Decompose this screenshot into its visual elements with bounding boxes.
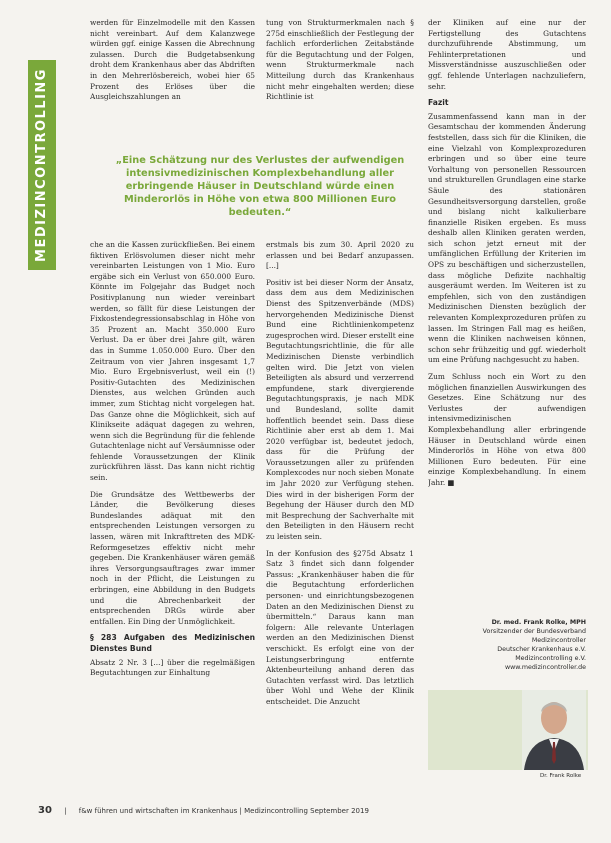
body-paragraph: der Kliniken auf eine nur der Fertigstellung des Gutachtens durchzuführende Abstimmung, um Fehlinterpretationen und Missverständnisse auszuschließen oder ggf. fehlende Unterlagen nachzuliefern, sehr. — [428, 18, 586, 91]
column-3 — [428, 18, 586, 610]
author-photo-panel — [428, 690, 588, 770]
author-role: Vorsitzender der Bundesverband Medizincontroller — [482, 628, 586, 644]
page-number: 30 — [38, 805, 52, 816]
body-paragraph: Zusammenfassend kann man in der Gesamtschau der kommenden Änderung feststellen, dass sich für die Kliniken, die eine Vielzahl von Komplexprozeduren erbringen und so über eine teure Vorhaltung von personellen Ressourcen und strukturellen Grundlagen eine starke Säule des stationären Gesundheitsversorgung darstellen, große und bislang nicht kalkulierbare finanzielle Risiken ergeben. Es muss deshalb allen Kliniken geraten werden, sich schon jetzt erneut mit der umfänglichen Erfüllung der Kriterien im OPS zu beschäftigen und sicherzustellen, dass mögliche Defizite nachhaltig ausgeräumt werden. Im Weiteren ist zu empfehlen, sich von den zuständigen Medizinischen Diensten bezüglich der relevanten Komplexprozeduren prüfen zu lassen. Im Stringen Fall mag es heißen, wenn die Kliniken nachweisen können, schon sehr frühzeitig und ggf. wiederholt um eine Prüfung nachgesucht zu haben. — [428, 111, 586, 365]
footer-separator: | — [64, 807, 67, 815]
column-1-top — [90, 18, 255, 144]
author-block — [428, 618, 586, 672]
column-1 — [90, 240, 255, 800]
footer-publication: f&w führen und wirtschaften im Krankenhaus | Medizincontrolling September 2019 — [78, 807, 369, 815]
body-paragraph: erstmals bis zum 30. April 2020 zu erlassen und bei Bedarf anzupassen. [...] — [266, 240, 414, 271]
page-footer — [38, 805, 369, 816]
body-paragraph: Zum Schluss noch ein Wort zu den möglichen finanziellen Auswirkungen des Gesetzes. Eine Schätzung nur des Verlustes der aufwendigen intensivmedizinischen Komplexbehandlung aller erbringende Häuser in Deutschland würde einen Minderorlös in Höhe von etwa 800 Millionen Euro bedeuten. Für eine einzige Komplexbehandlung. In einem Jahr. ■ — [428, 372, 586, 487]
section-label: MEDIZINCONTROLLING — [34, 68, 49, 262]
body-paragraph: In der Konfusion des §275d Absatz 1 Satz 3 findet sich dann folgender Passus: „Krankenhäuser haben die für die Begutachtung erforderlichen personen- und einrichtungsbezogenen Daten an den Medizinischen Dienst zu übermitteln.“ Daraus kann man folgern: Alle relevante Unterlagen werden an den Medizinischen Dienst verschickt. Es erfolgt eine von der Leistungserbringung entfernte Aktenbeurteilung anhand deren das Gutachten verfasst wird. Das letztlich über Wohl und Wehe der Klinik entscheidet. Die Anzucht — [266, 548, 414, 706]
column-2-top — [266, 18, 414, 144]
body-paragraph: tung von Strukturmerkmalen nach § 275d einschließlich der Festlegung der fachlich erforderlichen Zeitabstände für die Begutachtung und der Folgen, wenn Strukturmerkmale nach Mitteilung durch das Krankenhaus nicht mehr eingehalten werden; diese Richtlinie ist — [266, 18, 414, 102]
section-heading: § 283 Aufgaben des Medizinischen Dienstes Bund — [90, 633, 255, 653]
body-paragraph: Positiv ist bei dieser Norm der Ansatz, dass dem aus dem Medizinischen Dienst des Spitzenverbände (MDS) hervorgehenden Medizinische Dienst Bund eine Richtlinienkompetenz zugesprochen wird. Dieser erstellt eine Begutachtungsrichtlinie, die für alle Medizinischen Dienste verbindlich gelten wird. Die Jetzt von vielen Beteiligten als absurd und verzerrend empfundene, stark divergierende Begutachtungspraxis, je nach MDK und Bundesland, sollte damit hoffentlich beendet sein. Dass diese Richtlinie aber erst ab dem 1. Mai 2020 verfügbar ist, bedeutet jedoch, dass für die Prüfung der Voraussetzungen aller zu prüfenden Komplexcodes nur noch sieben Monate im Jahr 2020 zur Verfügung stehen. Dies wird in der bisherigen Form der Begehung der Häuser durch den MD mit Besprechung der Sachverhalte mit den Beteiligten in den Häusern recht zu leisten sein. — [266, 277, 414, 542]
photo-caption: Dr. Frank Rolke — [540, 773, 582, 779]
author-org: Medizincontrolling e.V. — [515, 655, 586, 662]
author-website: www.medizincontroller.de — [504, 664, 586, 671]
author-photo — [522, 690, 586, 770]
pull-quote: „Eine Schätzung nur des Verlustes der aufwendigen intensivmedizinischen Komplexbehandlung aller erbringende Häuser in Deutschland würde einen Minderorlös in Höhe von etwa 800 Millionen Euro bedeuten.“ — [115, 155, 405, 218]
body-paragraph: werden für Einzelmodelle mit den Kassen nicht vereinbart. Auf dem Kalanzwege würden ggf. einige Kassen die Abrechnung zulassen. Durch die Budgetabsenkung droht dem Krankenhaus aber das Abdriften in den Mehrerlösbereich, wobei hier 65 Prozent des Erlöses über die Ausgleichszahlungen an — [90, 18, 255, 102]
body-paragraph: che an die Kassen zurückfließen. Bei einem fiktiven Erlösvolumen dieser nicht mehr vereinbarten Leistungen von 1 Mio. Euro ergäbe sich ein Verlust von 650.000 Euro. Könnte im Folgejahr das Budget noch Positivplanung nun wieder vereinbart werden, so fällt für diese Leistungen der Fixkostendegressionsabschlag in Höhe von 35 Prozent an. Macht 350.000 Euro Verlust. Da er über drei Jahre gilt, wären das in Summe 1.050.000 Euro. Über den Zeitraum von vier Jahren insgesamt 1,7 Mio. Euro Ergebnisverlust, weil ein (!) Positiv-Gutachten des Medizinischen Dienstes, aus welchen Gründen auch immer, zum Stichtag nicht vorgelegen hat. Das Ganze ohne die Möglichkeit, sich auf Klinikseite adäquat dagegen zu wehren, wenn sich die Begründung für die fehlende Gutachtenlage nicht auf Versäumnisse oder fehlende Voraussetzungen der Klinik zurückführen lässt. Das kann nicht richtig sein. — [90, 240, 255, 483]
body-paragraph: Die Grundsätze des Wettbewerbs der Länder, die Bevölkerung dieses Bundeslandes adäquat mit den entsprechenden Leistungen versorgen zu lassen, wären mit Inkrafttreten des MDK-Reformgesetzes effektiv nicht mehr gegeben. Die Krankenhäuser wären gemäß ihres Versorgungsauftrages zwar immer noch in der Pflicht, die Leistungen zu erbringen, eine Abbildung in den Budgets und die Abrechenbarkeit der entsprechenden DRGs würde aber entfallen. Ein Ding der Unmöglichkeit. — [90, 489, 255, 626]
section-sidebar — [28, 60, 56, 270]
body-paragraph: Absatz 2 Nr. 3 [...] über die regelmäßigen Begutachtungen zur Einhaltung — [90, 657, 255, 678]
column-2 — [266, 240, 414, 800]
author-name: Dr. med. Frank Rolke, MPH — [491, 619, 586, 626]
author-org: Deutscher Krankenhaus e.V. — [497, 646, 586, 653]
fazit-heading: Fazit — [428, 98, 449, 108]
